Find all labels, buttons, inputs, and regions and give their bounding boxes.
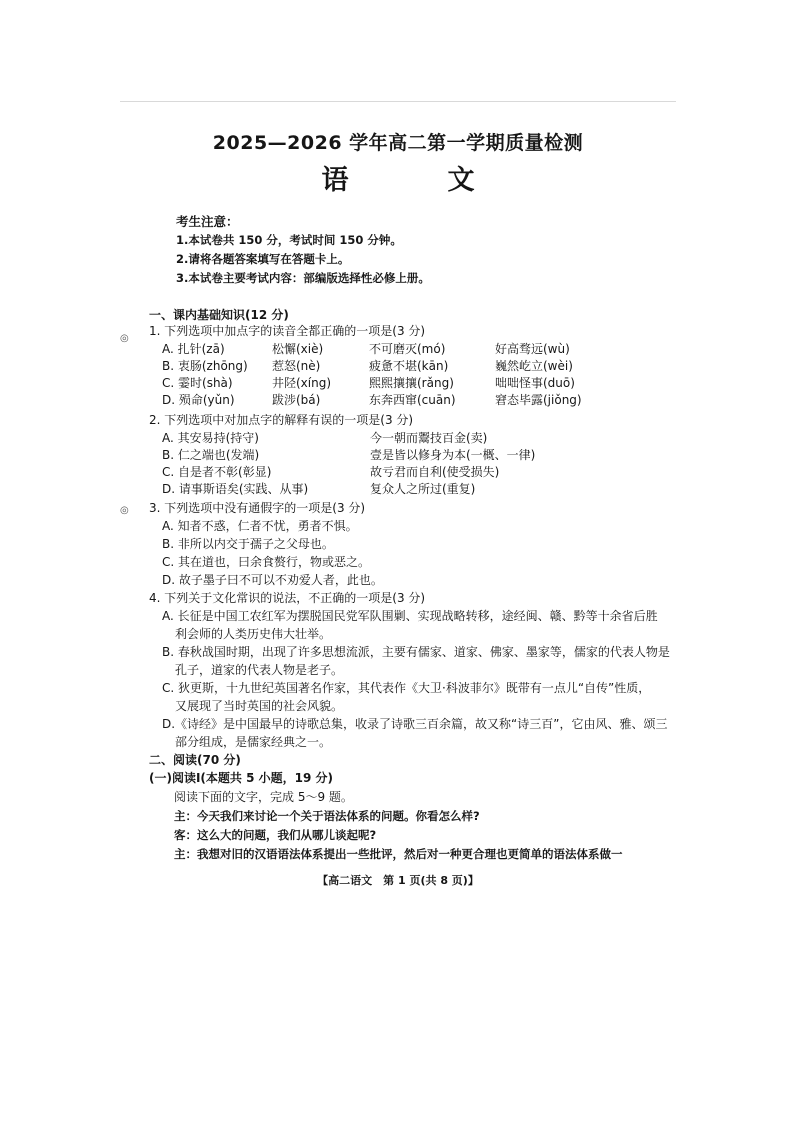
option-d-item: D. 请事斯语矣(实践、从事)	[162, 482, 309, 496]
option-d-item: 东奔西窜(cuān)	[369, 393, 456, 407]
option-a-item: 松懈(xiè)	[272, 342, 324, 356]
dialog-line: 主：我想对旧的汉语语法体系提出一些批评，然后对一种更合理也更简单的语法体系做一	[174, 847, 623, 861]
dialog-line: 主：今天我们来讨论一个关于语法体系的问题。你看怎么样?	[174, 809, 480, 823]
option-a-item: 好高骛远(wù)	[495, 342, 570, 356]
option-c: C. 其在道也，曰余食赘行，物或恶之。	[162, 555, 371, 569]
binding-hole-mark: ◎	[120, 505, 129, 516]
option-a-line2: 利会师的人类历史伟大壮举。	[175, 627, 332, 641]
option-c-item: C. 霎时(shà)	[162, 376, 233, 390]
question-3-stem: 3. 下列选项中没有通假字的一项是(3 分)	[149, 501, 366, 515]
option-c-item: 故亏君而自利(使受损失)	[370, 465, 500, 479]
option-d-item: 窘态毕露(jiǒng)	[495, 393, 582, 407]
question-1-stem: 1. 下列选项中加点字的读音全都正确的一项是(3 分)	[149, 324, 426, 338]
option-a-item: 今一朝而鬻技百金(卖)	[370, 431, 488, 445]
option-d-item: 跋涉(bá)	[272, 393, 321, 407]
question-4-stem: 4. 下列关于文化常识的说法，不正确的一项是(3 分)	[149, 591, 426, 605]
subject-title: 语 文	[321, 165, 511, 196]
option-a-item: A. 扎针(zā)	[162, 342, 225, 356]
option-b-item: 壹是皆以修身为本(一概、一律)	[370, 448, 536, 462]
notice-item: 2.请将各题答案填写在答题卡上。	[176, 252, 350, 266]
option-c-item: 井陉(xíng)	[272, 376, 332, 390]
option-c-line2: 又展现了当时英国的社会风貌。	[175, 699, 344, 713]
reading-instruction: 阅读下面的文字，完成 5～9 题。	[174, 790, 353, 804]
option-b-item: 巍然屹立(wèi)	[495, 359, 573, 373]
option-a-item: 不可磨灭(mó)	[369, 342, 446, 356]
question-2-stem: 2. 下列选项中对加点字的解释有误的一项是(3 分)	[149, 413, 414, 427]
dialog-line: 客：这么大的问题，我们从哪儿谈起呢?	[174, 828, 377, 842]
option-d-line2: 部分组成，是儒家经典之一。	[175, 735, 332, 749]
option-d-item: D. 殒命(yǔn)	[162, 393, 235, 407]
option-c-item: 熙熙攘攘(rǎng)	[369, 376, 454, 390]
option-d: D. 故子墨子曰不可以不劝爱人者，此也。	[162, 573, 383, 587]
option-b-line2: 孔子，道家的代表人物是老子。	[175, 663, 344, 677]
notice-item: 3.本试卷主要考试内容：部编版选择性必修上册。	[176, 271, 430, 285]
page-footer: 【高二语文 第 1 页(共 8 页)】	[317, 874, 479, 887]
option-c-item: C. 自是者不彰(彰显)	[162, 465, 272, 479]
exam-title: 2025—2026 学年高二第一学期质量检测	[212, 132, 584, 154]
section-2-title: 二、阅读(70 分)	[149, 753, 241, 767]
option-b: B. 非所以内交于孺子之父母也。	[162, 537, 334, 551]
option-b-line1: B. 春秋战国时期，出现了许多思想流派，主要有儒家、道家、佛家、墨家等，儒家的代表人物是	[162, 645, 670, 659]
section-1-title: 一、课内基础知识(12 分)	[149, 308, 289, 322]
question-2-options	[162, 430, 632, 498]
option-b-item: B. 衷肠(zhōng)	[162, 359, 248, 373]
option-a-item: A. 其安易持(持守)	[162, 431, 259, 445]
notice-item: 1.本试卷共 150 分，考试时间 150 分钟。	[176, 233, 402, 247]
option-b-item: 惹怒(nè)	[272, 359, 321, 373]
option-c-item: 咄咄怪事(duō)	[495, 376, 575, 390]
option-d-line1: D.《诗经》是中国最早的诗歌总集，收录了诗歌三百余篇，故又称“诗三百”，它由风、雅、颂三	[162, 717, 668, 731]
option-c-line1: C. 狄更斯，十九世纪英国著名作家，其代表作《大卫·科波菲尔》既带有一点儿“自传”性质，	[162, 681, 651, 695]
option-a-line1: A. 长征是中国工农红军为摆脱国民党军队围剿、实现战略转移，途经闽、赣、黔等十余省后胜	[162, 609, 658, 623]
option-a: A. 知者不惑，仁者不忧，勇者不惧。	[162, 519, 358, 533]
option-b-item: 疲惫不堪(kān)	[369, 359, 449, 373]
question-1-options	[162, 341, 632, 409]
binding-hole-mark: ◎	[120, 333, 129, 344]
option-d-item: 复众人之所过(重复)	[370, 482, 476, 496]
notice-title: 考生注意：	[176, 214, 239, 229]
top-rule	[120, 101, 676, 102]
option-b-item: B. 仁之端也(发端)	[162, 448, 260, 462]
reading-1-title: (一)阅读Ⅰ(本题共 5 小题，19 分)	[149, 771, 333, 785]
